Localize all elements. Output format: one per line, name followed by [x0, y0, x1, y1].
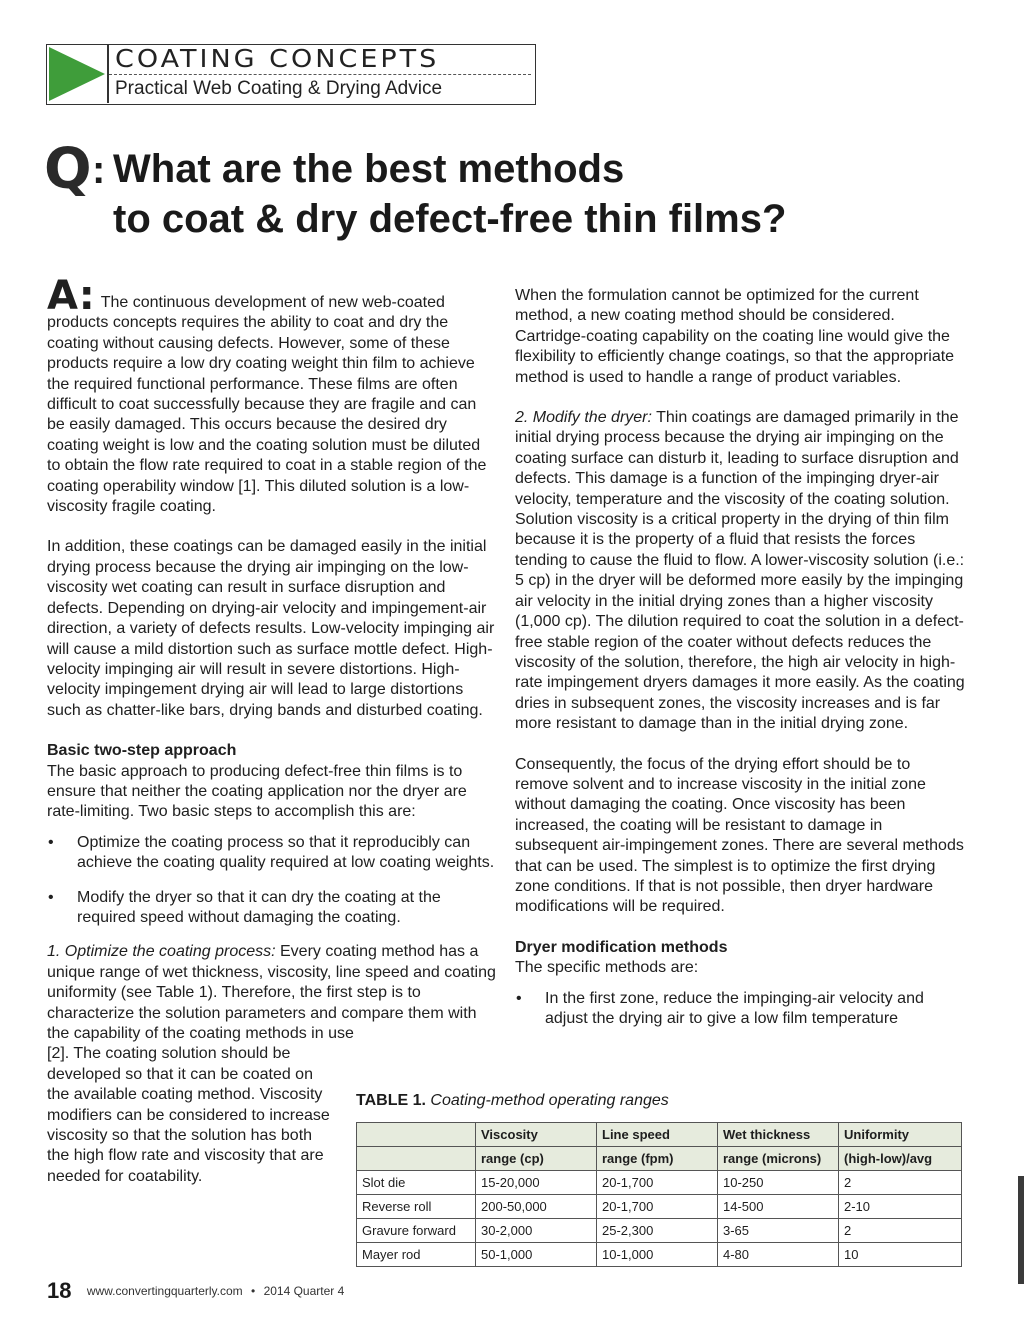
paragraph-optimize-coating: 1. Optimize the coating process: Every coating method has a unique range of wet thickness, viscosity, line speed and coating uniformity (see Table 1). Therefore, the first step is to characterize the solution parameters and compare them with the capability of the coating methods in use	[47, 943, 496, 1042]
table-cell: 10	[839, 1243, 962, 1267]
list-item: • Modify the dryer so that it can dry the coating at the required speed without damaging the coating.	[47, 888, 497, 929]
table-cell: 10-250	[718, 1171, 839, 1195]
table-header-cell: Wet thickness	[718, 1123, 839, 1147]
table-header-cell	[357, 1123, 476, 1147]
question-headline-line2: to coat & dry defect-free thin films?	[113, 197, 787, 241]
footer-separator: •	[251, 1284, 256, 1298]
column-header-box	[46, 44, 536, 105]
table-header-cell: Uniformity	[839, 1123, 962, 1147]
table-cell: 200-50,000	[476, 1195, 597, 1219]
paragraph-new-method: When the formulation cannot be optimized for the current method, a new coating method should be considered. Cartridge-coating capability on the coating line would give the flexibility to efficiently change coatings, so that the appropriate method is used to handle a range of product variables.	[515, 287, 955, 386]
paragraph-basic-approach: The basic approach to producing defect-free thin films is to ensure that neither the coating application nor the dryer are rate-limiting. Two basic steps to accomplish this are:	[47, 762, 467, 821]
page-footer	[47, 1278, 344, 1304]
paragraph-consequently: Consequently, the focus of the drying effort should be to remove solvent and to increase viscosity in the initial zone without damaging the coating. Once viscosity has been increased, the coating will be resistant to damage in subsequent air-impingement zones. There are several methods that can be used. The simplest is to optimize the first drying zone conditions. If that is not possible, then dryer hardware modifications will be required.	[515, 755, 964, 916]
footer-site-link[interactable]: www.convertingquarterly.com	[86, 1284, 243, 1298]
answer-intro-paragraph: A: The continuous development of new web-coated products concepts requires the ability to coat and dry the coating without causing defects. However, some of these products require a low dry coating weight thin film to achieve the required functional performance. These films are often difficult to coat successfully because they are fragile and can be easily damaged. This occurs because the desired dry coating weight is low and the coating solution must be diluted to obtain the flow rate required to coat in a stable region of the coating operability window [1]. This diluted solution is a low-viscosity fragile coating.	[47, 273, 487, 516]
paragraph-specific-methods: The specific methods are:	[515, 959, 699, 977]
table-cell: Mayer rod	[357, 1243, 476, 1267]
table-row	[357, 1243, 962, 1267]
table-cell: 4-80	[718, 1243, 839, 1267]
column-title: COATING CONCEPTS	[115, 45, 440, 74]
table-cell: 15-20,000	[476, 1171, 597, 1195]
table-cell: 20-1,700	[597, 1171, 718, 1195]
table-header-row	[357, 1147, 962, 1171]
table-cell: Slot die	[357, 1171, 476, 1195]
modify-dryer-lead: 2. Modify the dryer:	[515, 409, 652, 427]
table-row	[357, 1171, 962, 1195]
table-cell: 14-500	[718, 1195, 839, 1219]
page-number: 18	[47, 1278, 72, 1303]
left-column	[47, 273, 497, 1187]
column-subtitle: Practical Web Coating & Drying Advice	[115, 78, 443, 99]
table-cell: 2-10	[839, 1195, 962, 1219]
table-cell: 25-2,300	[597, 1219, 718, 1243]
list-item: • In the first zone, reduce the impinging-air velocity and adjust the drying air to give a low film temperature	[515, 989, 965, 1030]
table-row	[357, 1219, 962, 1243]
table-header-cell	[357, 1147, 476, 1171]
header-dashed-rule	[109, 74, 531, 75]
table-header-cell: range (fpm)	[597, 1147, 718, 1171]
table-cell: 2	[839, 1219, 962, 1243]
question-headline-line1: What are the best methods	[113, 147, 625, 191]
table-header-cell: (high-low)/avg	[839, 1147, 962, 1171]
table-cell: 3-65	[718, 1219, 839, 1243]
table-cell: 20-1,700	[597, 1195, 718, 1219]
green-triangle-icon	[47, 45, 107, 103]
question-colon: :	[92, 148, 106, 192]
answer-letter: A:	[47, 273, 95, 319]
table-cell: 50-1,000	[476, 1243, 597, 1267]
table-cell: 30-2,000	[476, 1219, 597, 1243]
question-letter: Q	[44, 137, 92, 202]
table-header-cell: range (microns)	[718, 1147, 839, 1171]
optimize-coating-lead: 1. Optimize the coating process:	[47, 943, 276, 961]
table-cell: Gravure forward	[357, 1219, 476, 1243]
list-item: • Optimize the coating process so that it reproducibly can achieve the coating quality required at low coating weights.	[47, 833, 497, 874]
table-header-row	[357, 1123, 962, 1147]
operating-ranges-table	[356, 1122, 962, 1267]
table-row	[357, 1195, 962, 1219]
paragraph-optimize-coating-cont: [2]. The coating solution should be developed so that it can be coated on the available coating method. Viscosity modifiers can be considered to increase viscosity so that the solution has both the high flow rate and viscosity that are needed for coatability.	[47, 1045, 330, 1185]
footer-issue: 2014 Quarter 4	[263, 1284, 345, 1298]
right-column	[515, 286, 965, 1043]
steps-list	[47, 833, 497, 929]
subheading-basic-approach: Basic two-step approach	[47, 742, 237, 760]
table-cell: Reverse roll	[357, 1195, 476, 1219]
paragraph-modify-dryer: 2. Modify the dryer: Thin coatings are damaged primarily in the initial drying process because the drying air impinging on the coating surface can disturb it, leading to surface disruption and defects. This damage is a function of the impinging dryer-air velocity, temperature and the viscosity of the coating solution. Solution viscosity is a critical property in the drying of thin film because it is the property of a fluid that resists the forces tending to cause the fluid to flow. A lower-viscosity solution (i.e.: 5 cp) in the dryer will be deformed more easily by the impinging air velocity in the initial drying zones than a higher viscosity (1,000 cp). The dilution required to coat the solution in a defect-free stable region of the coater without defects reduces the viscosity of the solution, therefore, the high air velocity in high-rate impingement dryers damages it more easily. As the coating dries in subsequent zones, the viscosity increases and is far more resistant to damage than in the initial drying zone.	[515, 409, 965, 733]
table-header-cell: range (cp)	[476, 1147, 597, 1171]
page-edge-tab	[1018, 1176, 1024, 1284]
table-caption: TABLE 1. Coating-method operating ranges	[356, 1092, 669, 1109]
dryer-methods-list	[515, 989, 965, 1030]
table-header-cell: Viscosity	[476, 1123, 597, 1147]
table-cell: 10-1,000	[597, 1243, 718, 1267]
table-cell: 2	[839, 1171, 962, 1195]
paragraph-drying-damage: In addition, these coatings can be damaged easily in the initial drying process because the drying air impinging on the low-viscosity wet coating can result in surface disruption and defects. Depending on drying-air velocity and impingement-air direction, a variety of defects results. Low-velocity impinging air will cause a mild distortion such as surface mottle defect. High-velocity impinging air will result in severe distortions. High-velocity impingement drying air will lead to large distortions such as chatter-like bars, drying bands and disturbed coating.	[47, 538, 495, 719]
table-header-cell: Line speed	[597, 1123, 718, 1147]
subheading-dryer-methods: Dryer modification methods	[515, 938, 728, 956]
